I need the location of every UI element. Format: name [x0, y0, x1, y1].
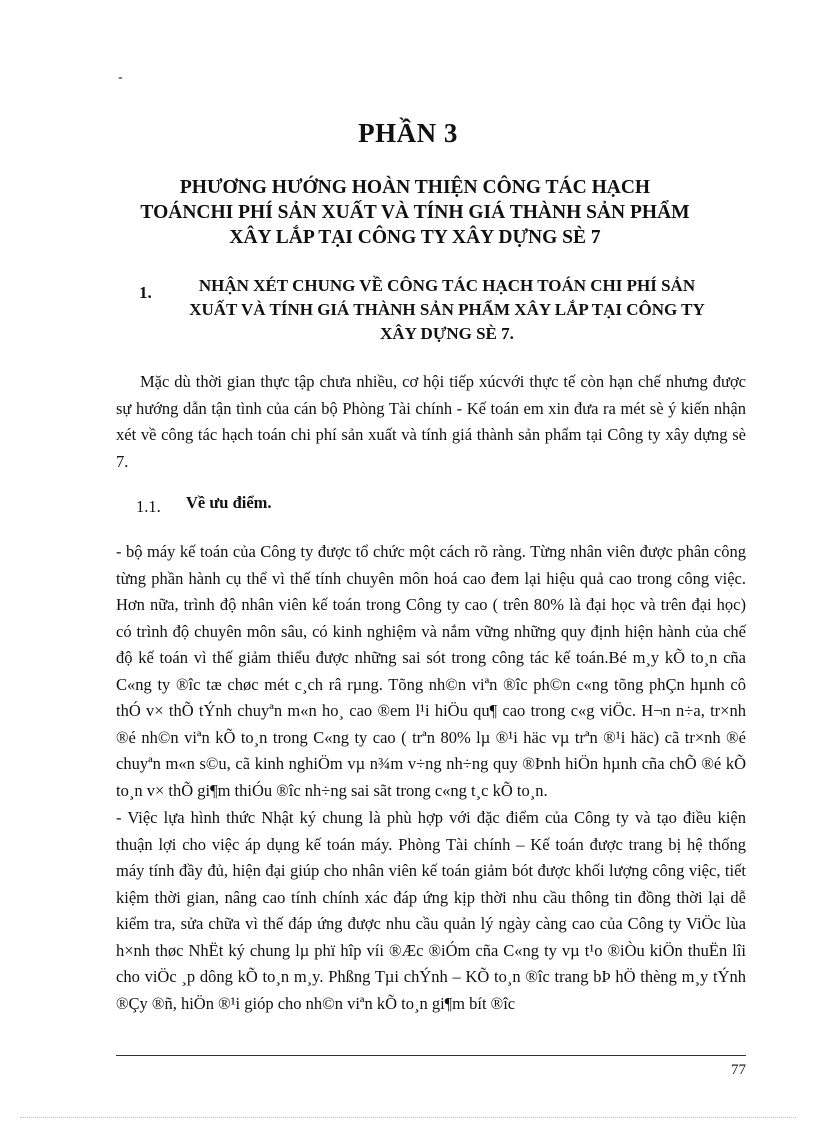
section-number: 1.: [139, 283, 152, 302]
paragraph-text: - Việc lựa hình thức Nhật ký chung là phù hợp với đặc điểm của Công ty và tạo điều kiện thuận lợi cho việc áp dụng kế toán máy. Phòng Tài chính – Kế toán được trang bị hệ thống máy tính đầy đủ, hiện đại giúp cho nhân viên kế toán giảm bót được khối lượng công việc, tiết kiệm thời gian, nâng cao tính chính xác đáp ứng kịp thời nhu cầu thông tin đồng thời lại dễ kiểm tra, sửa chữa vì thế đáp ứng được nhu cầu quản lý ngày càng cao của Công ty ViÖc lùa h×nh thøc NhËt ký chung lµ phï hîp víi ®Æc ®iÓm cña C«ng ty vµ t¹o ®iÒu kiÖn thuËn lîi cho viÖc ¸p dông kÕ to¸n m¸y. Phßng Tµi chÝnh – KÕ to¸n ®îc trang bÞ hÖ thèng m¸y tÝnh ®Çy ®ñ, hiÖn ®¹i gióp cho nh©n viªn kÕ to¸n gi¶m bít ®îc: [116, 808, 746, 1013]
intro-text: Mặc dù thời gian thực tập chưa nhiều, cơ hội tiếp xúcvới thực tế còn hạn chế nhưng được sự hướng dẫn tận tình của cán bộ Phòng Tài chính - Kế toán em xin đưa ra mét sè ý kiến nhận xét về công tác hạch toán chi phí sản xuất và tính giá thành sản phẩm tại Công ty xây dựng sè 7.: [116, 372, 746, 471]
subsection-title: Về ưu điểm.: [186, 493, 272, 512]
section-title: [148, 274, 746, 346]
page-number: 77: [731, 1062, 746, 1078]
main-title: [110, 175, 720, 250]
part-title: PHẦN 3: [358, 118, 458, 148]
header-mark: -: [118, 70, 123, 85]
section-title-line: NHẬN XÉT CHUNG VỀ CÔNG TÁC HẠCH TOÁN CHI PHÍ SẢN: [198, 276, 696, 295]
paragraph-text: - bộ máy kế toán của Công ty được tổ chức một cách rõ ràng. Từng nhân viên được phân công từng phần hành cụ thể vì thế tính chuyên môn hoá cao đem lại hiệu quả cao trong công việc. Hơn nữa, trình độ nhân viên kế toán trong Công ty cao ( trên 80% là đại học và trên đại học) có trình độ chuyên môn sâu, có kinh nghiệm và nắm vững những quy định hiện hành của chế độ kế toán vì thế giảm thiểu được những sai sót trong công tác kế toán.Bé m¸y kÕ to¸n cña C«ng ty ®îc tæ chøc mét c¸ch râ rµng. Tõng nh©n viªn ®îc ph©n c«ng tõng phÇn hµnh cô thÓ v× thÕ tÝnh chuyªn m«n ho¸ cao ®em l¹i hiÖu qu¶ cao trong c«g viÖc. H¬n n÷a, tr×nh ®é nh©n viªn kÕ to¸n trong C«ng ty cao ( trªn 80% lµ ®¹i häc vµ trªn ®¹i häc) cã tr×nh ®é chuyªn m«n s©u, cã kinh nghiÖm vµ n¾m v÷ng nh÷ng quy ®Þnh hiÖn hµnh cña chÕ ®é kÕ to¸n v× thÕ gi¶m thiÓu ®îc nh÷ng sai sãt trong c«ng t¸c kÕ to¸n.: [116, 542, 746, 800]
footer-rule: [116, 1055, 746, 1056]
intro-paragraph: [116, 369, 746, 475]
body-paragraph-1: [116, 539, 746, 804]
page-edge-dots: [20, 1117, 796, 1118]
main-title-line: PHƯƠNG HƯỚNG HOÀN THIỆN CÔNG TÁC HẠCH: [179, 177, 651, 198]
section-title-line: XUẤT VÀ TÍNH GIÁ THÀNH SẢN PHẨM XÂY LẮP TẠI CÔNG TY: [189, 300, 705, 319]
body-paragraph-2: [116, 805, 746, 1017]
subsection-number: 1.1.: [136, 497, 161, 516]
section-title-line: XÂY DỰNG SÈ 7.: [380, 324, 514, 343]
main-title-line: TOÁNCHI PHÍ SẢN XUẤT VÀ TÍNH GIÁ THÀNH SẢN PHẨM: [140, 202, 690, 223]
main-title-line: XÂY LẮP TẠI CÔNG TY XÂY DỰNG SÈ 7: [229, 227, 601, 248]
